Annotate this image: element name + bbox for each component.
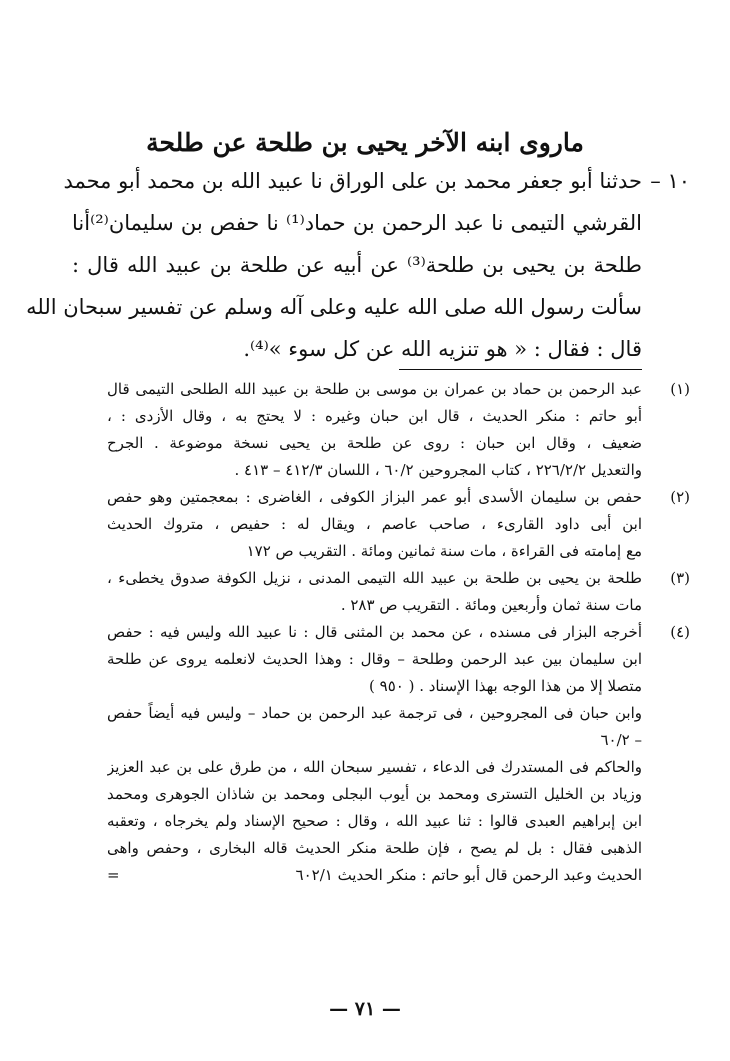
- footnote-line: – ٦٠/٢: [600, 731, 642, 749]
- footnote-number: (٣): [670, 569, 690, 587]
- footnote-line: متصلا إلا من هذا الوجه بهذا الإسناد . ( ٩٥٠ ): [369, 677, 642, 695]
- footnote-line: حفص بن سليمان الأسدى أبو عمر البزاز الكوفى ، الغاضرى : بمعجمتين وهو حفص: [107, 488, 642, 506]
- footnote-line: وزياد بن الخليل التسترى ومحمد بن أيوب البجلى ومحمد بن شاذان الجوهرى ومحمد: [107, 785, 642, 803]
- hadith-line: سألت رسول الله صلى الله عليه وعلى آله وسلم عن تفسير سبحان الله: [26, 295, 642, 319]
- footnote-line: مع إمامته فى القراءة ، مات سنة ثمانين ومائة . التقريب ص ١٧٢: [246, 542, 642, 560]
- footnote-line: أبو حاتم : منكر الحديث ، قال ابن حبان وغيره : لا يحتج به ، وقال الأزدى : ،: [107, 407, 642, 425]
- hadith-line: طلحة بن يحيى بن طلحة⁽³⁾ عن أبيه عن طلحة بن عبيد الله قال :: [72, 253, 642, 277]
- footnote-line: أخرجه البزار فى مسنده ، عن محمد بن المثنى قال : نا عبيد الله وليس فيه : حفص: [107, 623, 642, 641]
- footnote-line: ابن إبراهيم العبدى قالوا : ثنا عبيد الله ، وقال : صحيح الإسناد ولم يخرجاه ، وتعقبه: [107, 812, 642, 830]
- section-title: ماروى ابنه الآخر يحيى بن طلحة عن طلحة: [146, 127, 584, 157]
- footnote-line: مات سنة ثمان وأربعين ومائة . التقريب ص ٢٨٣ .: [340, 596, 642, 614]
- footnote-2: [107, 484, 690, 565]
- footnote-line: طلحة بن يحيى بن طلحة بن عبيد الله التيمى المدنى ، نزيل الكوفة صدوق يخطىء ،: [107, 569, 642, 587]
- footnote-line: ضعيف ، وقال ابن حبان : روى عن طلحة بن يحيى نسخة موضوعة . الجرح: [107, 434, 642, 452]
- footnote-line: عبد الرحمن بن حماد بن عمران بن موسى بن طلحة بن عبيد الله الطلحى التيمى قال: [107, 380, 642, 398]
- footnote-line: وابن حبان فى المجروحين ، فى ترجمة عبد الرحمن بن حماد – وليس فيه أيضاً حفص: [107, 704, 642, 722]
- footnote-1: [107, 376, 690, 484]
- footnote-line: الذهبى فقال : بل لم يصح ، فإن طلحة منكر الحديث قاله البخارى ، وحفص واهى: [107, 839, 642, 857]
- footnote-separator: [399, 369, 642, 370]
- footnote-4: [107, 619, 690, 889]
- continuation-mark: =: [107, 866, 120, 884]
- footnote-line: والحاكم فى المستدرك فى الدعاء ، تفسير سبحان الله ، من طرق على بن عبد العزيز: [107, 758, 642, 776]
- footnote-3: [107, 565, 690, 619]
- hadith-line: القرشي التيمى نا عبد الرحمن بن حماد⁽¹⁾ نا حفص بن سليمان⁽²⁾أنا: [72, 211, 642, 235]
- page-number: — ٧١ —: [329, 998, 401, 1020]
- footnote-line-text: الحديث وعبد الرحمن قال أبو حاتم : منكر الحديث ٦٠٢/١: [295, 866, 642, 884]
- hadith-line: حدثنا أبو جعفر محمد بن على الوراق نا عبيد الله بن محمد أبو محمد: [63, 169, 642, 193]
- footnote-line: ابن سليمان بين عبد الرحمن وطلحة – وقال : وهذا الحديث لانعلمه يروى عن طلحة: [107, 650, 642, 668]
- hadith-number: ١٠ –: [650, 169, 690, 193]
- footnote-number: (٢): [670, 488, 690, 506]
- footnote-line: [107, 862, 642, 889]
- hadith-block: [26, 160, 690, 370]
- footnotes: [107, 376, 690, 889]
- footnote-number: (٤): [670, 623, 690, 641]
- footnote-line: والتعديل ٢٢٦/٢/٢ ، كتاب المجروحين ٦٠/٢ ، اللسان ٤١٢/٣ – ٤١٣ .: [234, 461, 642, 479]
- footnote-line: ابن أبى داود القارىء ، صاحب عاصم ، ويقال له : حفيص ، متروك الحديث: [107, 515, 642, 533]
- footnote-number: (١): [670, 380, 690, 398]
- hadith-line: قال : فقال : « هو تنزيه الله عن كل سوء »⁽⁴⁾.: [243, 337, 642, 361]
